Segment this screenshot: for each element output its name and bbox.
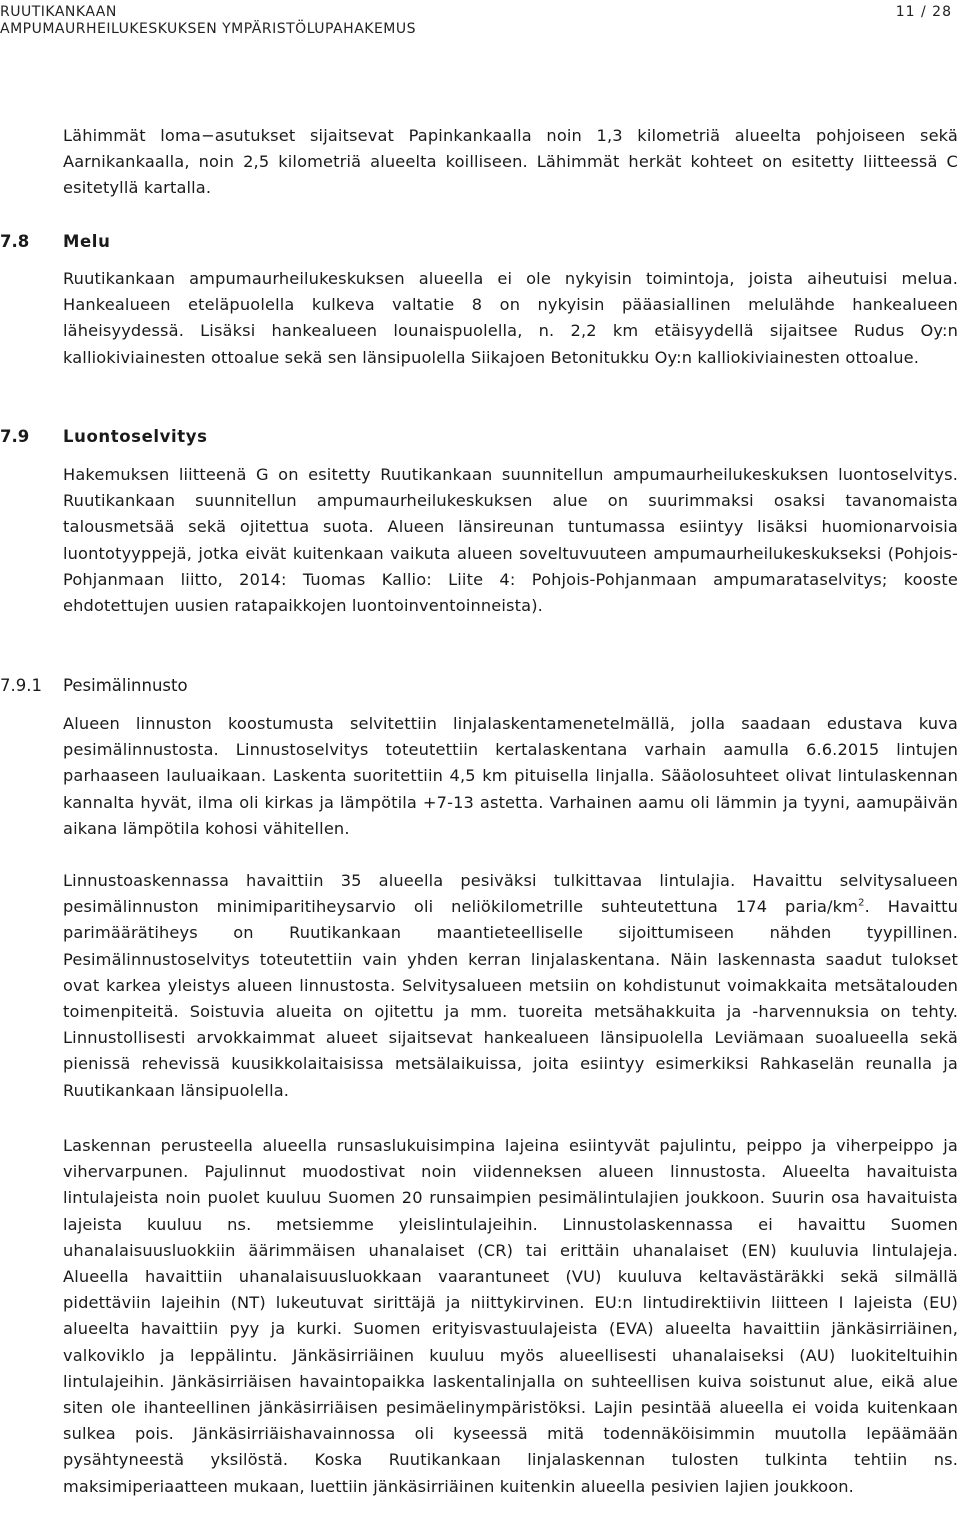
superscript: 2 — [858, 897, 865, 909]
pesimalinnusto-paragraph-1: Alueen linnuston koostumusta selvitettiin linjalaskentamenetelmällä, jolla saadaan edustava kuva pesimälinnustosta. Linnustoselvitys toteutettiin kertalaskentana varhain aamulla 6.6.2015 lintujen parhaaseen lauluaikaan. Laskenta suoritettiin 4,5 km pituisella linjalla. Sääolosuhteet olivat lintulaskennan kannalta hyvät, ilma oli kirkas ja lämpötila +7-13 astetta. Varhainen aamu oli lämmin ja tyyni, aamupäivän aikana lämpötila kohosi vähitellen. — [63, 714, 958, 838]
pesimalinnusto-paragraph-2 — [63, 868, 958, 1104]
section-7-8-heading: Melu — [63, 232, 111, 251]
melu-paragraph: Ruutikankaan ampumaurheilukeskuksen alueella ei ole nykyisin toimintoja, joista aiheutuisi melua. Hankealueen eteläpuolella kulkeva valtatie 8 on nykyisin pääasiallinen melulähde hankealueen läheisyydessä. Lisäksi hankealueen lounaispuolella, n. 2,2 km etäisyydellä sijaitsee Rudus Oy:n kalliokiviainesten ottoalue sekä sen länsipuolella Siikajoen Betonitukku Oy:n kalliokiviainesten ottoalue. — [63, 269, 958, 367]
pesimalinnusto-paragraph-3: Laskennan perusteella alueella runsaslukuisimpina lajeina esiintyvät pajulintu, peippo ja viherpeippo ja vihervarpunen. Pajulinnut muodostivat noin viidenneksen alueen linnustosta. Alueelta havaituista lintulajeista noin puolet kuuluu Suomen 20 runsaimpien pesimälintulajien joukkoon. Suurin osa havaituista lajeista kuuluu ns. metsiemme yleislintulajeihin. Linnustolaskennassa ei havaittu Suomen uhanalaisuusluokkiin äärimmäisen uhanalaiset (CR) tai erittäin uhanalaiset (EN) kuuluvia lintulajeja. Alueella havaittiin uhanalaisuusluokkaan vaarantuneet (VU) kuuluva keltavästäräkki sekä silmällä pidettäviin lajeihin (NT) lukeutuvat sirittäjä ja niittykirvinen. EU:n lintudirektiivin liitteen I lajeista (EU) alueelta havaittiin pyy ja kurki. Suomen erityisvastuulajeista (EVA) alueelta havaittiin jänkäsirriäinen, valkoviklo ja leppälintu. Jänkäsirriäinen kuuluu myös alueellisesti uhanalaiseksi (AU) luokiteltuihin lintulajeihin. Jänkäsirriäisen havaintopaikka laskentalinjalla on suhteellisen kuiva soistunut alue, eikä alue siten ole ihanteellinen jänkäsirriäisen pesimäelinympäristöksi. Lajin pesintää alueella ei voida kuitenkaan sulkea pois. Jänkäsirriäishavainnossa oli kyseessä mitä todennäköisimmin muutolla lepäämään pysähtyneestä yksilöstä. Koska Ruutikankaan linjalaskennan tulosten tulkinta tehtiin ns. maksimiperiaatteen mukaan, luettiin jänkäsirriäinen kuitenkin alueella pesivien lajien joukkoon. — [63, 1136, 958, 1496]
intro-paragraph: Lähimmät loma−asutukset sijaitsevat Papinkankaalla noin 1,3 kilometriä alueelta pohjoiseen sekä Aarnikankaalla, noin 2,5 kilometriä alueelta koilliseen. Lähimmät herkät kohteet on esitetty liitteessä C esitetyllä kartalla. — [63, 126, 958, 198]
luontoselvitys-paragraph: Hakemuksen liitteenä G on esitetty Ruutikankaan suunnitellun ampumaurheilukeskuksen luontoselvitys. Ruutikankaan suunnitellun ampumaurheilukeskuksen alue on suurimmaksi osaksi tavanomaista talousmetsää sekä ojitettua suota. Alueen länsireunan tuntumassa esiintyy lisäksi huomionarvoisia luontotyyppejä, jotka eivät kuitenkaan vaikuta alueen soveltuvuuteen ampumaurheilukeskukseksi (Pohjois-Pohjanmaan liitto, 2014: Tuomas Kallio: Liite 4: Pohjois-Pohjanmaan ampumarataselvitys; kooste ehdotettujen uusien ratapaikkojen luontoinventoinneista). — [63, 465, 958, 616]
section-7-9-1-number: 7.9.1 — [0, 676, 42, 695]
section-7-8-number: 7.8 — [0, 232, 30, 251]
section-7-9-number: 7.9 — [0, 427, 30, 446]
section-7-9-heading: Luontoselvitys — [63, 427, 208, 446]
page-number: 11 / 28 — [895, 4, 952, 20]
paragraph-2-part-2: . Havaittu parimäärätiheys on Ruutikankaan maantieteelliselle sijoittumiseen nähden tyypillinen. Pesimälinnustoselvitys toteutettiin vain yhden kerran linjalaskentana. Näin laskennasta saadut tulokset ovat karkea yleistys alueen linnustosta. Selvitysalueen metsiin on kohdistunut voimakkaita metsätalouden toimenpiteitä. Soistuvia alueita on ojitettu ja mm. tuoreita metsähakkuita ja -harvennuksia on tehty. Linnustollisesti arvokkaimmat alueet sijaitsevat hankealueen länsipuolella Leviämaan suoalueella sekä pienissä rehevissä kuusikkolaitaisissa metsälaikuissa, joita esiintyy esimerkiksi Rahkaselän reunalla ja Ruutikankaan länsipuolella. — [63, 897, 958, 1100]
paragraph-2-part-1: Linnustoaskennassa havaittiin 35 alueella pesiväksi tulkittavaa lintulajia. Havaittu selvitysalueen pesimälinnuston minimiparitiheysarvio oli neliökilometrille suhteutettuna 174 paria/km — [63, 871, 958, 917]
document-header — [0, 4, 416, 38]
header-subtitle: AMPUMAURHEILUKESKUKSEN YMPÄRISTÖLUPAHAKEMUS — [0, 21, 417, 37]
section-7-9-1-heading: Pesimälinnusto — [63, 676, 188, 695]
header-title: RUUTIKANKAAN — [0, 4, 117, 20]
